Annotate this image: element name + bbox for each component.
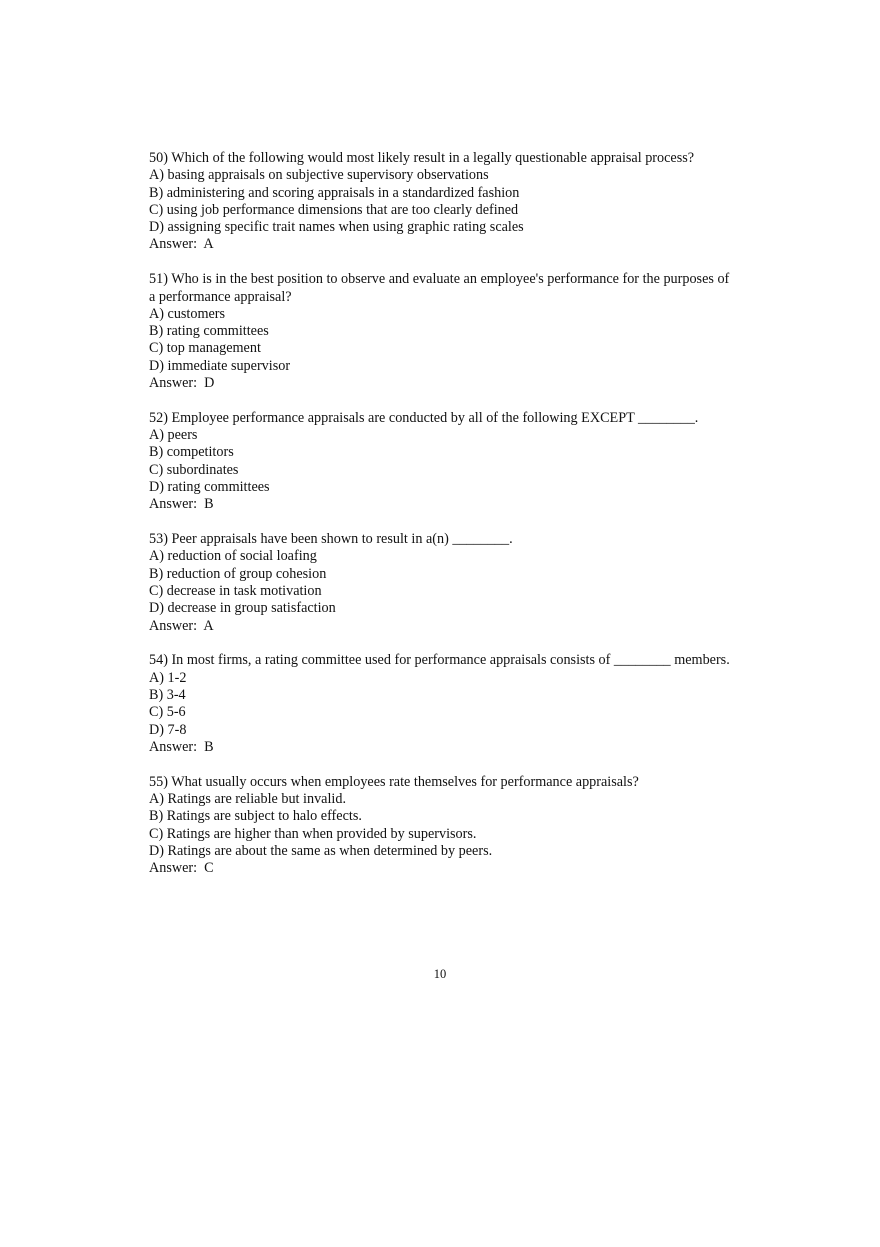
question-50 bbox=[149, 150, 739, 254]
option-d: D) immediate supervisor bbox=[149, 357, 291, 374]
option-a: A) 1-2 bbox=[149, 669, 187, 686]
question-51 bbox=[149, 271, 739, 392]
question-52 bbox=[149, 410, 739, 514]
option-b: B) rating committees bbox=[149, 323, 269, 340]
option-a: A) peers bbox=[149, 427, 198, 444]
option-d: D) decrease in group satisfaction bbox=[149, 600, 336, 617]
option-d: D) 7-8 bbox=[149, 721, 187, 738]
question-stem: 54) In most firms, a rating committee used for performance appraisals consists of ________ members. bbox=[149, 652, 730, 669]
question-stem: 50) Which of the following would most likely result in a legally questionable appraisal process? bbox=[149, 150, 695, 166]
option-a: A) customers bbox=[149, 305, 226, 322]
option-a: A) reduction of social loafing bbox=[149, 548, 317, 565]
answer: Answer: B bbox=[149, 496, 214, 513]
option-d: D) assigning specific trait names when using graphic rating scales bbox=[149, 219, 524, 236]
option-d: D) Ratings are about the same as when determined by peers. bbox=[149, 842, 493, 859]
option-c: C) decrease in task motivation bbox=[149, 583, 322, 600]
question-54 bbox=[149, 652, 739, 756]
option-b: B) Ratings are subject to halo effects. bbox=[149, 808, 362, 825]
option-b: B) reduction of group cohesion bbox=[149, 565, 327, 582]
option-c: C) top management bbox=[149, 340, 261, 357]
answer: Answer: D bbox=[149, 375, 215, 392]
option-b: B) administering and scoring appraisals in a standardized fashion bbox=[149, 184, 520, 201]
question-list bbox=[149, 150, 739, 895]
question-stem: 51) Who is in the best position to observe and evaluate an employee's performance for the purposes of a performance appraisal? bbox=[149, 271, 733, 305]
question-stem: 52) Employee performance appraisals are conducted by all of the following EXCEPT ________. bbox=[149, 409, 699, 426]
option-c: C) subordinates bbox=[149, 461, 239, 478]
option-a: A) basing appraisals on subjective supervisory observations bbox=[149, 167, 489, 184]
option-b: B) 3-4 bbox=[149, 687, 186, 704]
answer: Answer: A bbox=[149, 236, 214, 253]
question-53 bbox=[149, 531, 739, 635]
option-c: C) Ratings are higher than when provided by supervisors. bbox=[149, 825, 477, 842]
answer: Answer: C bbox=[149, 860, 214, 877]
question-stem: 53) Peer appraisals have been shown to result in a(n) ________. bbox=[149, 531, 513, 548]
question-stem: 55) What usually occurs when employees rate themselves for performance appraisals? bbox=[149, 773, 639, 790]
option-c: C) 5-6 bbox=[149, 704, 186, 721]
option-d: D) rating committees bbox=[149, 479, 270, 496]
answer: Answer: B bbox=[149, 738, 214, 755]
option-a: A) Ratings are reliable but invalid. bbox=[149, 791, 346, 807]
page-number: 10 bbox=[433, 967, 447, 981]
answer: Answer: A bbox=[149, 617, 214, 634]
option-b: B) competitors bbox=[149, 444, 234, 461]
option-c: C) using job performance dimensions that are too clearly defined bbox=[149, 201, 519, 218]
question-55 bbox=[149, 774, 739, 878]
